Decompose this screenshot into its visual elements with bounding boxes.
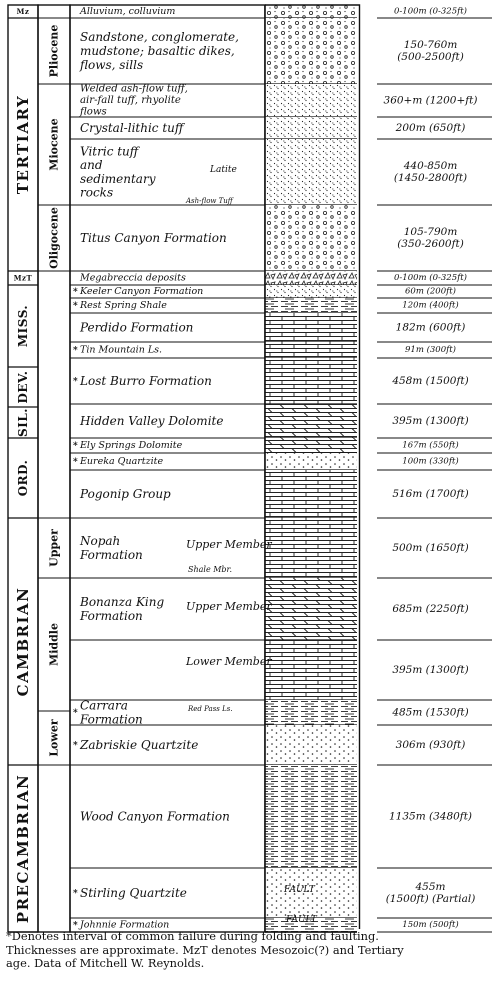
- latite-label: Latite: [210, 165, 237, 175]
- unit-name-line: Formation: [80, 712, 143, 727]
- thickness-line: 105-790m: [403, 226, 458, 238]
- thickness-line: 395m (1300ft): [392, 415, 469, 427]
- failure-asterisk: *: [73, 741, 78, 751]
- failure-asterisk: *: [73, 457, 78, 468]
- lithology-bonanza: [265, 578, 357, 640]
- thickness-line: 685m (2250ft): [392, 603, 469, 615]
- era-label-cambrian: CAMBRIAN: [14, 586, 32, 697]
- lithology-tin: [265, 342, 357, 358]
- thickness-sandstone: [397, 39, 464, 63]
- caption-line-3: age. Data of Mitchell W. Reynolds.: [6, 956, 205, 971]
- era-label-mzt2: MzT: [13, 273, 33, 283]
- caption-line-2: Thicknesses are approximate. MzT denotes Mesozoic(?) and Tertiary: [6, 942, 404, 957]
- thickness-values: [377, 6, 492, 933]
- thickness-line: 516m (1700ft): [392, 488, 469, 500]
- unit-name-carrara: [79, 699, 143, 727]
- unit-name-line: Eureka Quartzite: [80, 456, 164, 467]
- failure-asterisk: *: [73, 708, 78, 719]
- lithology-alluvium: [265, 5, 357, 18]
- era-label-miss: MISS.: [16, 304, 30, 348]
- thickness-line: 100m (330ft): [402, 456, 459, 467]
- thickness-line: 440-850m: [403, 160, 458, 172]
- failure-asterisk: *: [73, 287, 78, 298]
- thickness-alluvium: [394, 6, 467, 17]
- epoch-label-oligocene: Oligocene: [47, 207, 61, 269]
- unit-name-line: Perdido Formation: [80, 320, 194, 335]
- unit-name-line: Lost Burro Formation: [80, 374, 212, 388]
- era-label-ord: ORD.: [16, 459, 30, 497]
- ash-flow-tuff-label: Ash-flow Tuff: [186, 197, 233, 205]
- unit-name-titus: [80, 231, 227, 245]
- thickness-wood: [389, 811, 472, 823]
- thickness-lostburro: [391, 375, 468, 387]
- thickness-line: 91m (300ft): [405, 345, 456, 355]
- failure-asterisk: *: [73, 889, 78, 899]
- unit-name-rest: [79, 300, 167, 311]
- unit-name-line: Stirling Quartzite: [80, 886, 187, 900]
- failure-asterisk: *: [73, 346, 78, 356]
- bonanza-lower-member-label: Lower Member: [186, 655, 272, 668]
- epoch-label-pliocene: Pliocene: [47, 24, 61, 78]
- unit-name-line: Formation: [80, 547, 143, 562]
- unit-name-stirling: [80, 886, 187, 900]
- figure-caption: [6, 930, 494, 971]
- thickness-line: (500-2500ft): [397, 51, 464, 63]
- unit-name-line: air-fall tuff, rhyolite: [80, 95, 181, 106]
- thickness-line: 360+m (1200+ft): [383, 94, 478, 107]
- thickness-megabreccia: [394, 272, 467, 283]
- unit-name-wood: [80, 810, 230, 824]
- unit-name-line: Alluvium, colluvium: [80, 6, 176, 17]
- unit-name-line: Pogonip Group: [80, 487, 171, 501]
- unit-name-line: Bonanza King: [80, 595, 165, 610]
- unit-name-eureka: [79, 456, 163, 467]
- lithology-crystal: [265, 117, 357, 139]
- lithology-titus: [265, 205, 357, 271]
- unit-name-pogonip: [79, 487, 171, 501]
- unit-name-line: Keeler Canyon Formation: [80, 286, 204, 297]
- thickness-line: 500m (1650ft): [392, 542, 469, 554]
- lithology-megabreccia: [265, 271, 357, 285]
- thickness-carrara: [391, 707, 468, 719]
- lithology-nopah: [265, 518, 357, 578]
- unit-name-nopah: [79, 534, 143, 562]
- unit-name-line: sedimentary: [80, 171, 156, 186]
- era-label-precambrian: PRECAMBRIAN: [14, 773, 32, 924]
- failure-asterisk: *: [73, 921, 78, 931]
- fault-label-2: FAULT: [286, 915, 317, 925]
- failure-asterisk: *: [73, 377, 78, 387]
- nopah-upper-member-label: Upper Member: [186, 538, 272, 551]
- lithology-hidden: [265, 404, 357, 438]
- caption-line-1: *Denotes interval of common failure during folding and faulting.: [6, 929, 379, 943]
- thickness-line: 200m (650ft): [395, 122, 466, 134]
- unit-name-alluvium: [79, 6, 175, 17]
- unit-name-line: Rest Spring Shale: [80, 300, 167, 311]
- failure-asterisk: *: [73, 441, 78, 452]
- thickness-vitric: [394, 160, 467, 184]
- epoch-label-miocene: Miocene: [47, 118, 61, 171]
- thickness-hidden: [392, 415, 468, 427]
- unit-name-line: Hidden Valley Dolomite: [80, 414, 224, 428]
- unit-name-line: Crystal-lithic tuff: [80, 121, 184, 135]
- unit-name-sandstone: [79, 30, 239, 72]
- thickness-tin: [405, 344, 456, 355]
- thickness-line: 306m (930ft): [395, 739, 466, 751]
- lithology-perdido: [265, 313, 357, 342]
- thickness-zabriskie: [396, 739, 466, 751]
- lithology-carrara: [265, 700, 357, 725]
- lithology-column: [265, 5, 360, 932]
- thickness-nopah: [392, 542, 468, 554]
- thickness-keeler: [405, 286, 456, 297]
- unit-name-line: Nopah: [80, 534, 121, 549]
- lithology-lostburro: [265, 358, 357, 404]
- thickness-line: 455m: [415, 881, 446, 893]
- unit-name-line: mudstone; basaltic dikes,: [80, 44, 235, 58]
- lithology-pogonip: [265, 470, 357, 518]
- thickness-line: (1450-2800ft): [393, 172, 468, 184]
- thickness-crystal: [395, 122, 466, 134]
- lithology-wood: [265, 765, 357, 868]
- thickness-stirling: [386, 881, 476, 905]
- formation-names: [70, 6, 265, 932]
- unit-name-line: Formation: [80, 608, 143, 623]
- bonanza-upper-member-label: Upper Member: [186, 600, 272, 613]
- unit-name-lostburro: [79, 374, 212, 388]
- thickness-line: (1500ft) (Partial): [385, 893, 476, 905]
- epoch-labels: [38, 18, 70, 765]
- unit-name-line: Sandstone, conglomerate,: [80, 30, 239, 45]
- thickness-line: 485m (1530ft): [392, 706, 469, 719]
- thickness-perdido: [396, 322, 466, 334]
- thickness-line: 167m (550ft): [402, 440, 459, 451]
- thickness-line: 0-100m (0-325ft): [394, 6, 467, 17]
- era-label-mzt: Mz: [16, 7, 30, 16]
- unit-name-zabriskie: [79, 738, 198, 752]
- failure-asterisk: *: [73, 301, 78, 312]
- thickness-line: (350-2600ft): [397, 238, 464, 250]
- thickness-line: 458m (1500ft): [392, 375, 469, 387]
- unit-name-bonanza: [79, 595, 164, 623]
- unit-name-line: Megabreccia deposits: [80, 272, 186, 284]
- unit-name-welded: [79, 83, 188, 117]
- thickness-pogonip: [392, 488, 468, 500]
- red-pass-limestone-label: Red Pass Ls.: [188, 705, 233, 713]
- lithology-eureka: [265, 453, 357, 470]
- thickness-line: 395m (1300ft): [392, 664, 469, 676]
- unit-name-line: Welded ash-flow tuff,: [80, 83, 188, 95]
- thickness-line: 150m (500ft): [402, 920, 459, 930]
- lithology-vitric: [265, 139, 357, 205]
- unit-name-line: and: [80, 158, 103, 173]
- unit-name-crystal: [80, 121, 186, 135]
- thickness-eureka: [402, 456, 458, 467]
- unit-name-line: Titus Canyon Formation: [80, 231, 227, 245]
- era-label-sil: SIL.: [16, 408, 30, 437]
- lithology-right-edge: [357, 5, 360, 929]
- thickness-welded: [384, 95, 478, 107]
- lithology-sandstone: [265, 18, 357, 84]
- unit-name-ely: [79, 440, 183, 451]
- unit-name-line: Carrara: [80, 698, 128, 713]
- era-label-tertiary: TERTIARY: [14, 94, 32, 195]
- lithology-bonanza-lower: [265, 640, 357, 700]
- era-label-dev: DEV.: [16, 370, 30, 404]
- thickness-rest: [402, 300, 458, 311]
- lithology-rest: [265, 298, 357, 313]
- unit-name-line: rocks: [80, 185, 114, 200]
- unit-name-line: Vitric tuff: [80, 144, 139, 159]
- unit-name-line: Tin Mountain Ls.: [80, 344, 163, 356]
- thickness-line: 120m (400ft): [402, 300, 459, 311]
- unit-name-megabreccia: [79, 273, 186, 284]
- unit-name-line: Wood Canyon Formation: [80, 809, 230, 824]
- nopah-shale-member-label: Shale Mbr.: [188, 565, 233, 574]
- failure-asterisks: [73, 288, 78, 932]
- lithology-zabriskie: [265, 725, 357, 765]
- unit-name-keeler: [79, 286, 203, 297]
- epoch-label-upper: Upper: [47, 529, 61, 567]
- unit-name-line: Johnnie Formation: [80, 919, 170, 931]
- unit-name-vitric: [80, 144, 156, 199]
- thickness-line: 0-100m (0-325ft): [394, 273, 467, 283]
- thickness-bonanza-lower: [392, 664, 468, 676]
- unit-name-line: flows, sills: [80, 57, 144, 72]
- thickness-ely: [402, 440, 458, 451]
- unit-name-line: Ely Springs Dolomite: [80, 440, 183, 451]
- thickness-line: 182m (600ft): [395, 321, 466, 334]
- fault-label-1: FAULT: [284, 885, 315, 895]
- epoch-label-middle: Middle: [47, 623, 61, 666]
- unit-name-hidden: [79, 414, 223, 428]
- unit-name-perdido: [79, 321, 193, 335]
- lithology-ely: [265, 438, 357, 453]
- epoch-label-lower: Lower: [47, 719, 61, 757]
- era-labels: [8, 7, 38, 932]
- lithology-keeler: [265, 285, 357, 298]
- thickness-johnnie: [402, 919, 458, 930]
- unit-name-tin: [80, 345, 162, 356]
- thickness-line: 1135m (3480ft): [388, 810, 473, 823]
- thickness-titus: [397, 226, 464, 250]
- thickness-line: 150-760m: [403, 39, 458, 51]
- thickness-line: 60m (200ft): [405, 286, 456, 297]
- unit-name-line: Zabriskie Quartzite: [80, 738, 199, 752]
- thickness-bonanza: [392, 603, 468, 615]
- unit-name-line: flows: [80, 106, 107, 118]
- lithology-welded: [265, 84, 357, 117]
